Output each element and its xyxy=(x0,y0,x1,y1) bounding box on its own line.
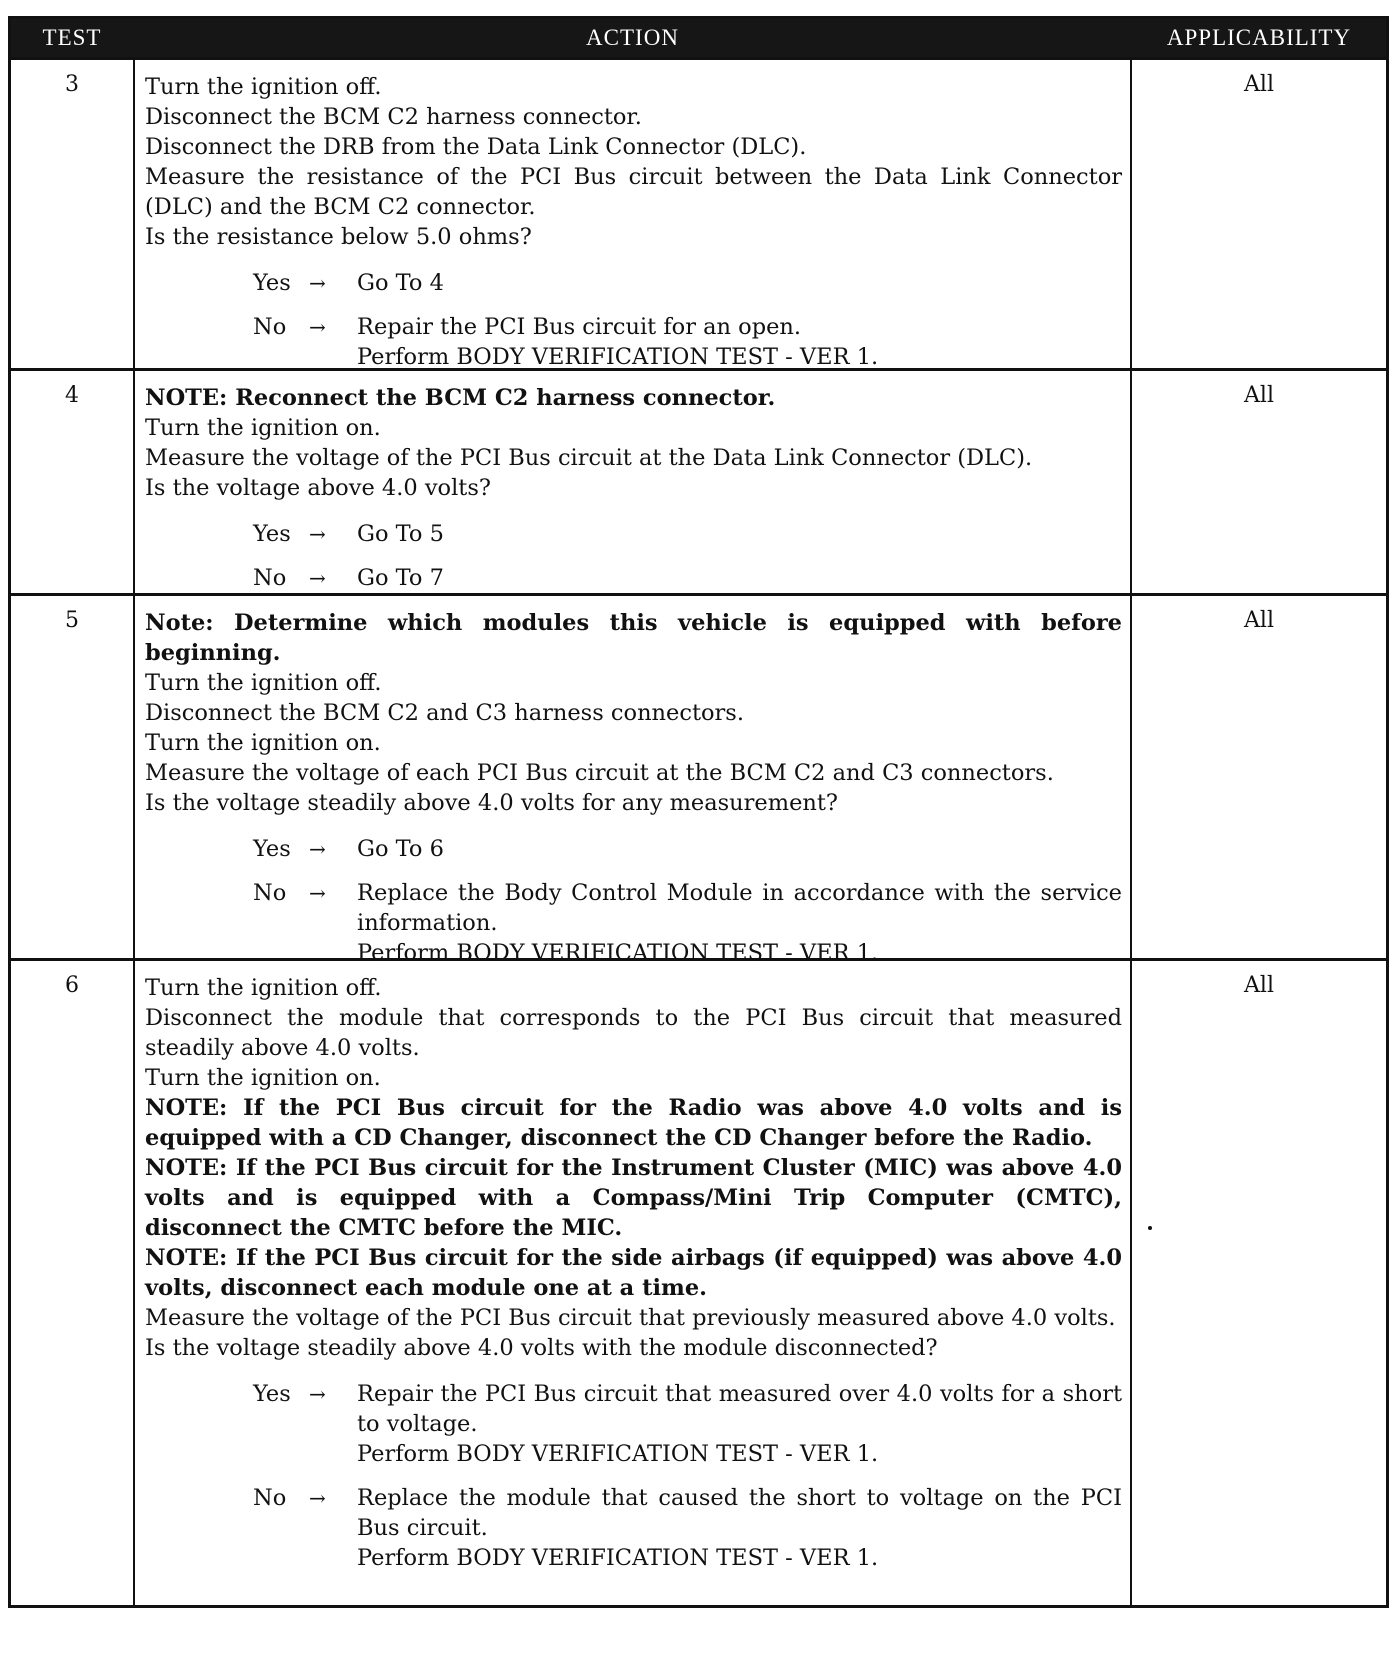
result-line: Repair the PCI Bus circuit for an open. xyxy=(357,314,802,340)
step-text: Measure the voltage of the PCI Bus circuit that previously measured above 4.0 volts. xyxy=(145,1305,1116,1331)
yes-label: Yes xyxy=(253,270,291,296)
step-text: Is the resistance below 5.0 ohms? xyxy=(145,224,532,250)
step-text: Disconnect the DRB from the Data Link Connector (DLC). xyxy=(145,134,807,160)
note-text: NOTE: If the PCI Bus circuit for the side airbags (if equipped) was above 4.0 volts, disconnect each module one at a time. xyxy=(145,1245,1122,1301)
no-result xyxy=(357,1483,1122,1573)
no-label: No xyxy=(253,314,287,340)
applicability-cell: All xyxy=(1244,608,1274,633)
yes-result xyxy=(357,519,1122,549)
yes-label: Yes xyxy=(253,521,291,547)
result-line: Perform BODY VERIFICATION TEST - VER 1. xyxy=(357,1441,879,1467)
result-line: Perform BODY VERIFICATION TEST - VER 1. xyxy=(357,940,879,966)
yes-branch xyxy=(253,268,1122,298)
table-row xyxy=(11,368,1386,593)
result-line: Repair the PCI Bus circuit that measured over 4.0 volts for a short to voltage. xyxy=(357,1381,1122,1437)
step-text: Is the voltage steadily above 4.0 volts with the module disconnected? xyxy=(145,1335,938,1361)
arrow-icon: → xyxy=(309,881,326,905)
applicability-cell: All xyxy=(1244,973,1274,998)
yes-branch xyxy=(253,519,1122,549)
step-text: Turn the ignition off. xyxy=(145,670,382,696)
arrow-icon: → xyxy=(309,837,326,861)
step-text: Turn the ignition on. xyxy=(145,1065,381,1091)
table-header xyxy=(11,19,1386,57)
step-text: Disconnect the BCM C2 harness connector. xyxy=(145,104,642,130)
result-line: Perform BODY VERIFICATION TEST - VER 1. xyxy=(357,1545,879,1571)
arrow-icon: → xyxy=(309,522,326,546)
test-number: 6 xyxy=(11,961,135,1605)
yes-branch xyxy=(253,834,1122,864)
applicability-cell: All xyxy=(1244,383,1274,408)
yes-branch xyxy=(253,1379,1122,1469)
no-branch xyxy=(253,1483,1122,1573)
step-text: Disconnect the BCM C2 and C3 harness connectors. xyxy=(145,700,745,726)
test-number: 5 xyxy=(11,596,135,958)
stray-dot xyxy=(1148,1226,1152,1230)
note-text: NOTE: Reconnect the BCM C2 harness connector. xyxy=(145,385,776,411)
arrow-icon: → xyxy=(309,1382,326,1406)
note-text: NOTE: If the PCI Bus circuit for the Radio was above 4.0 volts and is equipped with a CD Changer, disconnect the CD Changer before the Radio. xyxy=(145,1095,1122,1151)
arrow-icon: → xyxy=(309,271,326,295)
no-label: No xyxy=(253,565,287,591)
yes-result xyxy=(357,834,1122,864)
result-line: Replace the Body Control Module in accordance with the service information. xyxy=(357,880,1122,936)
applicability-cell: All xyxy=(1244,72,1274,97)
step-text: Measure the resistance of the PCI Bus circuit between the Data Link Connector (DLC) and the BCM C2 connector. xyxy=(145,164,1122,220)
result-line: Perform BODY VERIFICATION TEST - VER 1. xyxy=(357,344,879,370)
step-text: Measure the voltage of the PCI Bus circuit at the Data Link Connector (DLC). xyxy=(145,445,1033,471)
yes-result xyxy=(357,268,1122,298)
step-text: Is the voltage above 4.0 volts? xyxy=(145,475,491,501)
yes-label: Yes xyxy=(253,836,291,862)
step-text: Is the voltage steadily above 4.0 volts for any measurement? xyxy=(145,790,838,816)
action-cell xyxy=(135,596,1132,966)
note-text: NOTE: If the PCI Bus circuit for the Instrument Cluster (MIC) was above 4.0 volts and is equipped with a Compass/Mini Trip Computer (CMTC), disconnect the CMTC before the MIC. xyxy=(145,1155,1122,1241)
step-text: Turn the ignition on. xyxy=(145,415,381,441)
no-result xyxy=(357,878,1122,968)
result-line: Go To 5 xyxy=(357,521,444,547)
note-text: Note: Determine which modules this vehicle is equipped with before beginning. xyxy=(145,610,1122,666)
header-applicability: APPLICABILITY xyxy=(1166,25,1352,50)
step-text: Disconnect the module that corresponds to the PCI Bus circuit that measured steadily above 4.0 volts. xyxy=(145,1005,1122,1061)
no-branch xyxy=(253,878,1122,968)
arrow-icon: → xyxy=(309,1486,326,1510)
no-branch xyxy=(253,312,1122,372)
test-number: 4 xyxy=(11,371,135,593)
arrow-icon: → xyxy=(309,315,326,339)
header-test: TEST xyxy=(42,25,102,50)
result-line: Replace the module that caused the short to voltage on the PCI Bus circuit. xyxy=(357,1485,1122,1541)
test-number: 3 xyxy=(11,60,135,368)
arrow-icon: → xyxy=(309,566,326,590)
step-text: Turn the ignition off. xyxy=(145,74,382,100)
no-label: No xyxy=(253,880,287,906)
action-cell xyxy=(135,961,1132,1605)
diagnostic-table xyxy=(8,16,1389,1608)
no-branch xyxy=(253,563,1122,593)
table-row xyxy=(11,57,1386,368)
step-text: Turn the ignition on. xyxy=(145,730,381,756)
step-text: Measure the voltage of each PCI Bus circuit at the BCM C2 and C3 connectors. xyxy=(145,760,1054,786)
no-result xyxy=(357,563,1122,593)
result-line: Go To 6 xyxy=(357,836,444,862)
header-action: ACTION xyxy=(586,25,679,50)
table-row xyxy=(11,593,1386,966)
yes-result xyxy=(357,1379,1122,1469)
no-result xyxy=(357,312,1122,372)
result-line: Go To 7 xyxy=(357,565,444,591)
result-line: Go To 4 xyxy=(357,270,444,296)
action-cell xyxy=(135,371,1132,593)
table-row xyxy=(11,958,1386,1605)
yes-label: Yes xyxy=(253,1381,291,1407)
action-cell xyxy=(135,60,1132,368)
no-label: No xyxy=(253,1485,287,1511)
step-text: Turn the ignition off. xyxy=(145,975,382,1001)
